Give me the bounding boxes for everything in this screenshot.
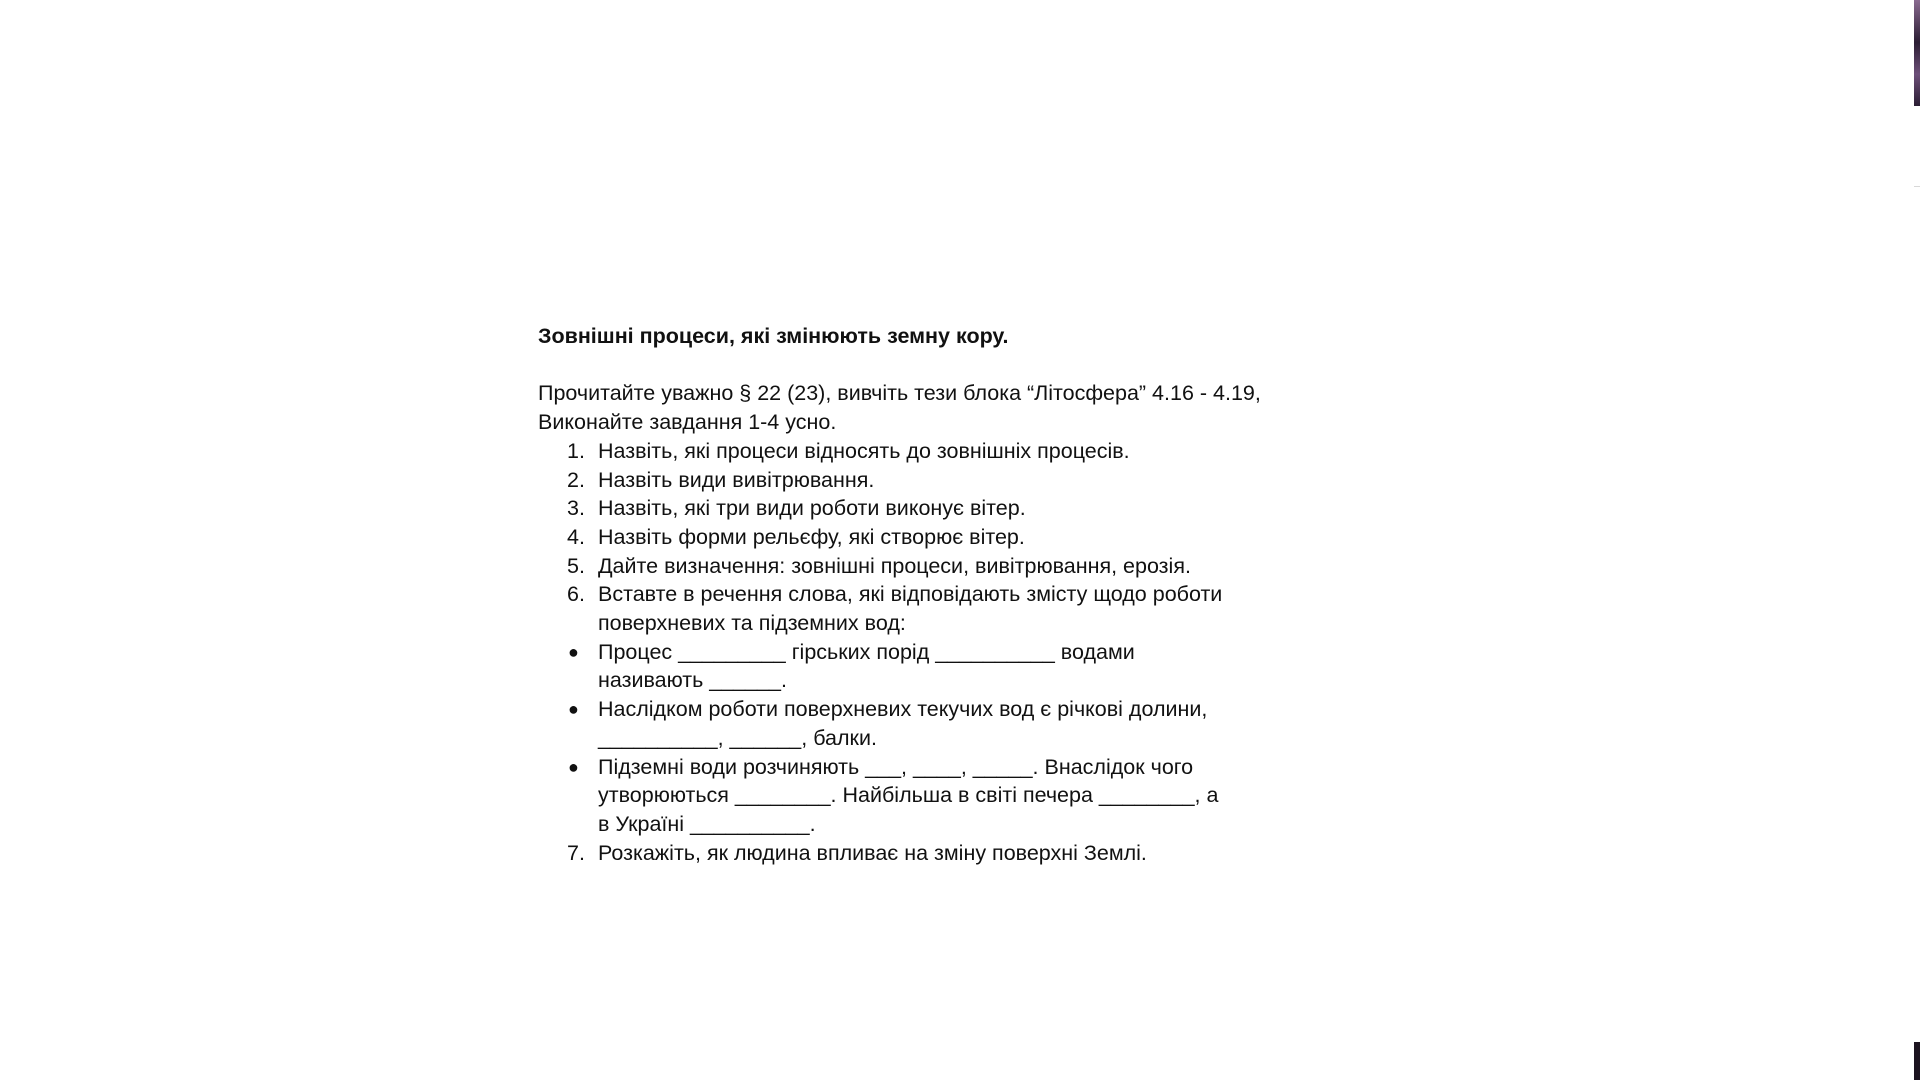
task-item-4 bbox=[538, 523, 1298, 552]
window-edge-bottom bbox=[1914, 1042, 1920, 1080]
task-text: Назвіть, які процеси відносять до зовнішніх процесів. bbox=[598, 438, 1130, 463]
window-edge-top bbox=[1914, 0, 1920, 106]
task-text: Назвіть форми рельєфу, які створює вітер. bbox=[598, 524, 1025, 549]
bullet-icon: ● bbox=[568, 699, 579, 720]
fill-in-line-3: в Україні __________. bbox=[598, 811, 816, 836]
document-page bbox=[538, 322, 1298, 867]
window-edge-divider bbox=[1914, 186, 1920, 187]
fill-in-list bbox=[538, 638, 1298, 839]
task-text: Розкажіть, як людина впливає на зміну поверхні Землі. bbox=[598, 840, 1147, 865]
fill-in-line-2: __________, ______, балки. bbox=[598, 725, 877, 750]
task-text: Назвіть види вивітрювання. bbox=[598, 467, 875, 492]
task-text: Дайте визначення: зовнішні процеси, вивітрювання, ерозія. bbox=[598, 553, 1191, 578]
task-list-continued bbox=[538, 839, 1298, 868]
task-number: 1. bbox=[567, 438, 585, 463]
intro-paragraph bbox=[538, 379, 1298, 436]
task-item-5 bbox=[538, 552, 1298, 581]
task-text-line-2: поверхневих та підземних вод: bbox=[598, 611, 906, 636]
document-title: Зовнішні процеси, які змінюють земну кору. bbox=[538, 324, 1009, 348]
task-number: 4. bbox=[567, 524, 585, 549]
bullet-icon: ● bbox=[568, 641, 579, 662]
task-number: 6. bbox=[567, 582, 585, 607]
task-text: Назвіть, які три види роботи виконує вітер. bbox=[598, 496, 1026, 521]
task-item-2 bbox=[538, 466, 1298, 495]
task-number: 7. bbox=[567, 840, 585, 865]
fill-in-item-3 bbox=[538, 753, 1298, 839]
fill-in-line-1: Підземні води розчиняють ___, ____, _____. Внаслідок чого bbox=[598, 754, 1194, 779]
fill-in-item-1 bbox=[538, 638, 1298, 695]
intro-line-2: Виконайте завдання 1-4 усно. bbox=[538, 410, 837, 435]
task-number: 3. bbox=[567, 496, 585, 521]
task-list bbox=[538, 437, 1298, 638]
task-item-1 bbox=[538, 437, 1298, 466]
fill-in-line-2: називають ______. bbox=[598, 668, 787, 693]
task-text-line-1: Вставте в речення слова, які відповідають змісту щодо роботи bbox=[598, 582, 1223, 607]
task-number: 5. bbox=[567, 553, 585, 578]
task-item-3 bbox=[538, 494, 1298, 523]
fill-in-line-2: утворюються ________. Найбільша в світі печера ________, а bbox=[598, 783, 1219, 808]
fill-in-line-1: Процес _________ гірських порід __________ водами bbox=[598, 639, 1135, 664]
task-item-7 bbox=[538, 839, 1298, 868]
bullet-icon: ● bbox=[568, 756, 579, 777]
fill-in-item-2 bbox=[538, 695, 1298, 752]
task-item-6 bbox=[538, 580, 1298, 637]
task-number: 2. bbox=[567, 467, 585, 492]
intro-line-1: Прочитайте уважно § 22 (23), вивчіть тези блока “Літосфера” 4.16 - 4.19, bbox=[538, 381, 1261, 406]
fill-in-line-1: Наслідком роботи поверхневих текучих вод є річкові долини, bbox=[598, 697, 1208, 722]
